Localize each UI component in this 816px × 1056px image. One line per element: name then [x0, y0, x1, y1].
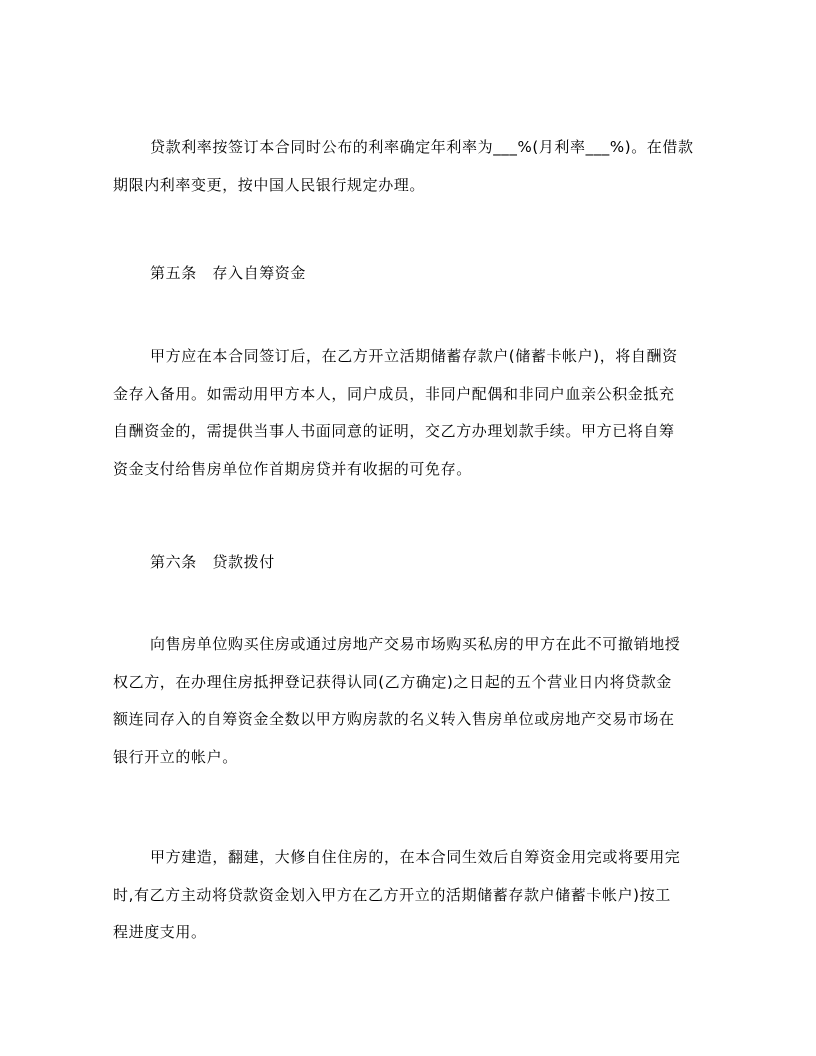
text-line: 程进度支用。: [113, 923, 207, 941]
text-line: 资金支付给售房单位作首期房贷并有收据的可免存。: [113, 459, 472, 478]
text-line: 甲方应在本合同签订后，在乙方开立活期储蓄存款户(储蓄卡帐户)，将自酬资: [150, 347, 678, 365]
text-line: 向售房单位购买住房或通过房地产交易市场购买私房的甲方在此不可撤销地授: [150, 635, 681, 653]
paragraph-interest-rate: [113, 129, 713, 204]
text-line: 银行开立的帐户。: [113, 747, 238, 766]
text-line: 贷款利率按签订本合同时公布的利率确定年利率为___%(月利率___%)。在借款: [150, 138, 694, 156]
text-line: 期限内利率变更，按中国人民银行规定办理。: [113, 175, 426, 194]
text-line: 自酬资金的，需提供当事人书面同意的证明，交乙方办理划款手续。甲方已将自筹: [113, 422, 675, 440]
text-line: 时,有乙方主动将贷款资金划入甲方在乙方开立的活期储蓄存款户储蓄卡帐户)按工: [113, 885, 671, 904]
paragraph-deposit: [113, 338, 713, 488]
text-line: 额连同存入的自筹资金全数以甲方购房款的名义转入售房单位或房地产交易市场在: [113, 710, 675, 728]
text-line: 金存入备用。如需动用甲方本人，同户成员，非同户配偶和非同户血亲公积金抵充: [113, 384, 675, 403]
text-line: 甲方建造，翻建，大修自住住房的，在本合同生效后自筹资金用完或将要用完: [150, 848, 681, 866]
paragraph-construction: [113, 839, 713, 952]
text-line: 权乙方，在办理住房抵押登记获得认同(乙方确定)之日起的五个营业日内将贷款金: [113, 672, 672, 691]
article-5-heading: 第五条 存入自筹资金: [150, 264, 307, 282]
paragraph-disbursement: [113, 626, 713, 776]
article-6-heading: 第六条 贷款拨付: [150, 553, 275, 571]
